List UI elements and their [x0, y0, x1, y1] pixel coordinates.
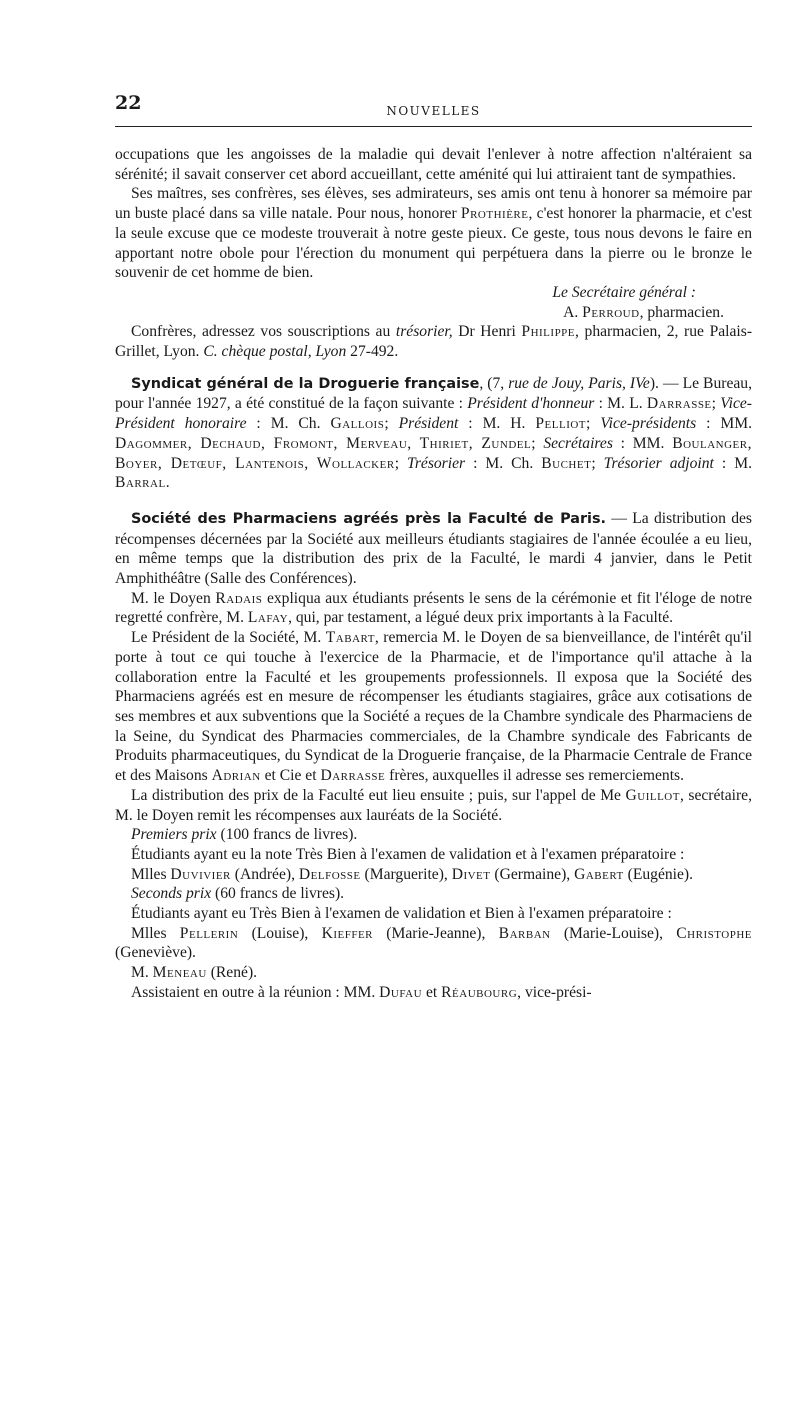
article-body: [115, 145, 752, 1003]
paragraph: Confrères, adressez vos souscriptions au trésorier, Dr Henri Philippe, pharmacien, 2, rue Palais-Grillet, Lyon. C. chèque postal, Lyon 27-492.: [115, 323, 753, 361]
page: [115, 92, 752, 1003]
paragraph: Le Président de la Société, M. Tabart, remercia M. le Doyen de sa bienveillance, de l'intérêt qu'il porte à tout ce qui touche à l'exercice de la Pharmacie, et de l'importance qu'il attache à la collaboration entre la Faculté et les groupements professionnels. Il exposa que la Société des Pharmaciens agréés est en mesure de récompenser les étudiants stagiaires, grâce aux cotisations de ses membres et aux subventions que la Société a reçues de la Chambre syndicale des Pharmaciens de la Seine, du Syndicat des Pharmacies commerciales, de la Chambre syndicale des Fabricants de Produits pharmaceutiques, du Syndicat de la Droguerie française, de la Pharmacie Centrale de France et des Maisons Adrian et Cie et Darrasse frères, auxquelles il adresse ses remerciements.: [115, 629, 753, 785]
section-heading: Syndicat général de la Droguerie française: [131, 375, 480, 392]
section-societe: Société des Pharmaciens agréés près la Faculté de Paris. — La distribution des récompenses décernées par la Société aux meilleurs étudiants stagiaires de l'année écoulée a eu lieu, en même temps que la distribution des prix de la Faculté, le mardi 4 janvier, dans le Petit Amphithéâtre (Salle des Conférences).: [115, 509, 752, 588]
prize-heading: Premiers prix (100 francs de livres).: [131, 826, 358, 844]
paragraph: Assistaient en outre à la réunion : MM. Dufau et Réaubourg, vice-prési-: [131, 983, 592, 1001]
paragraph: La distribution des prix de la Faculté eut lieu ensuite ; puis, sur l'appel de Me Guillot, secrétaire, M. le Doyen remit les récompenses aux lauréats de la Société.: [115, 786, 752, 824]
page-header: [115, 92, 752, 120]
laureates-list: Mlles Duvivier (Andrée), Delfosse (Marguerite), Divet (Germaine), Gabert (Eugénie).: [131, 865, 694, 883]
paragraph: occupations que les angoisses de la maladie qui devait l'enlever à notre affection n'altéraient sa sérénité; il savait conserver cet abord accueillant, cette aménité qui lui attiraient tant de sympathies.: [115, 146, 752, 183]
laureates-list: Mlles Pellerin (Louise), Kieffer (Marie-Jeanne), Barban (Marie-Louise), Christophe (Geneviève).: [115, 924, 752, 962]
signature-name: A. Perroud, pharmacien.: [563, 303, 724, 321]
paragraph: Ses maîtres, ses confrères, ses élèves, ses admirateurs, ses amis ont tenu à honorer sa mémoire par un buste placé dans sa ville natale. Pour nous, honorer Prothière, c'est honorer la pharmacie, et c'est la seule excuse que ce modeste trouverait à notre geste pieux. Ce geste, tous nous devons le faire en apportant notre obole pour l'érection du monument qui perpétuera dans la pierre ou le bronze le souvenir de cet homme de bien.: [115, 185, 752, 282]
prize-heading: Seconds prix (60 francs de livres).: [131, 885, 345, 903]
signature-block: [115, 283, 752, 322]
section-syndicat: Syndicat général de la Droguerie française, (7, rue de Jouy, Paris, IVe). — Le Bureau, pour l'année 1927, a été constitué de la façon suivante : Président d'honneur : M. L. Darrasse; Vice-Président honoraire : M. Ch. Gallois; Président : M. H. Pelliot; Vice-présidents : MM. Dagommer, Dechaud, Fromont, Merveau, Thiriet, Zundel; Secrétaires : MM. Boulanger, Boyer, Detœuf, Lantenois, Wollacker; Trésorier : M. Ch. Buchet; Trésorier adjoint : M. Barral.: [115, 374, 752, 492]
paragraph: M. le Doyen Radais expliqua aux étudiants présents le sens de la cérémonie et fit l'éloge de notre regretté confrère, M. Lafay, qui, par testament, a légué deux prix importants à la Faculté.: [115, 589, 752, 627]
page-number: 22: [115, 92, 142, 114]
prize-description: Étudiants ayant eu la note Très Bien à l'examen de validation et à l'examen préparatoire :: [131, 845, 685, 863]
running-head: NOUVELLES: [386, 104, 481, 118]
signature-title: Le Secrétaire général :: [552, 283, 696, 301]
header-rule: [115, 126, 752, 127]
laureate-item: M. Meneau (René).: [131, 964, 258, 982]
prize-description: Étudiants ayant eu Très Bien à l'examen de validation et Bien à l'examen préparatoire :: [131, 905, 672, 923]
section-heading: Société des Pharmaciens agréés près la Faculté de Paris.: [131, 510, 607, 527]
